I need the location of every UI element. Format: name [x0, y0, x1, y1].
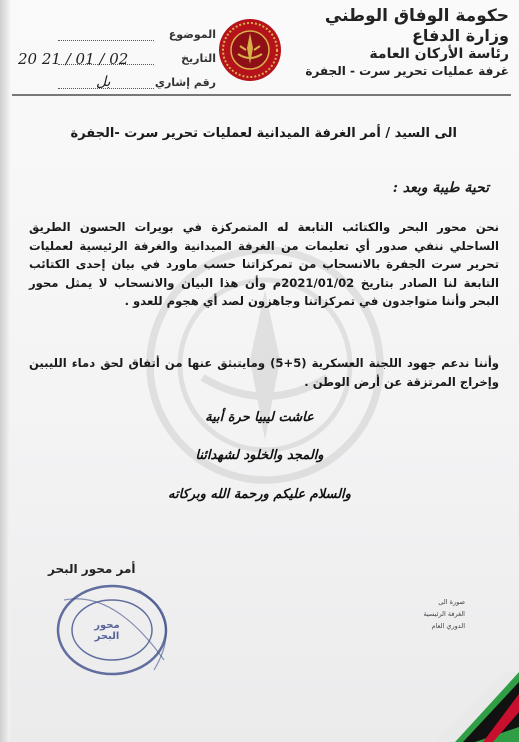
- date-value: 20 21 / 01 / 02: [18, 50, 129, 68]
- addressee: الى السيد / أمر الغرفة الميدانية لعمليات تحرير سرت -الجفرة: [70, 126, 457, 141]
- page-edge-shadow: [0, 0, 10, 742]
- closing-line-2: والمجد والخلود لشهدائنا: [195, 448, 324, 463]
- gov-line-2: وزارة الدفاع: [411, 26, 509, 45]
- date-row: [18, 50, 216, 74]
- copy-line-1: صورة الى: [438, 598, 465, 606]
- subject-label: الموضوع: [168, 28, 216, 41]
- copies-list: [423, 596, 465, 632]
- closing-line-3: والسلام عليكم ورحمة الله وبركاته: [168, 487, 351, 502]
- copy-line-2: الغرفة الرئيسية: [423, 610, 465, 618]
- flag-corner-icon: [435, 672, 519, 742]
- letterhead-left: [18, 26, 216, 98]
- closing-line-1: عاشت ليبيا حرة أبية: [205, 410, 314, 425]
- gov-line-3: رئاسة الأركان العامة: [369, 46, 509, 62]
- gov-line-1: حكومة الوفاق الوطني: [324, 6, 509, 26]
- body-paragraph-2: وأننا ندعم جهود اللجنة العسكرية (5+5) ومايتبثق عنها من أتفاق لحق دماء الليبين وإخراج المرتزقة عن أرض الوطن .: [29, 356, 499, 389]
- letterhead-right: [294, 6, 509, 79]
- greeting: تحية طيبة وبعد :: [392, 180, 489, 196]
- date-label: التاريخ: [181, 52, 216, 65]
- subject-row: [18, 26, 216, 50]
- subject-dots: [58, 40, 154, 41]
- header-divider: [12, 94, 511, 96]
- ministry-emblem-icon: [218, 18, 282, 82]
- signature-title: أمر محور البحر: [48, 562, 136, 576]
- stamp-label: محور البحر: [94, 620, 120, 642]
- body-paragraph-1: نحن محور البحر والكتائب التابعة له المتمركزة في بويرات الحسون الطريق الساحلي ننفي صدور أي تعليمات من الغرفة الميدانية والغرفة الرئيسية لعمليات تحرير سرت الجفرة بالانسحاب من تمركزاتنا حسب ماورد في بيان إحدى الكتائب التابعة لنا الصادر بتاريخ 2021/01/02م وأن هذا البيان والانسحاب لا يمثل محور البحر وأننا متواجدون في تمركزاتنا وجاهزون لصد أي هجوم للعدو .: [29, 220, 499, 308]
- copy-line-3: الدوري العام: [431, 622, 465, 630]
- ref-label: رقم إشاري: [154, 76, 216, 89]
- ref-value: بل: [96, 74, 111, 90]
- gov-line-4: غرفة عمليات تحرير سرت - الجفرة: [305, 64, 509, 78]
